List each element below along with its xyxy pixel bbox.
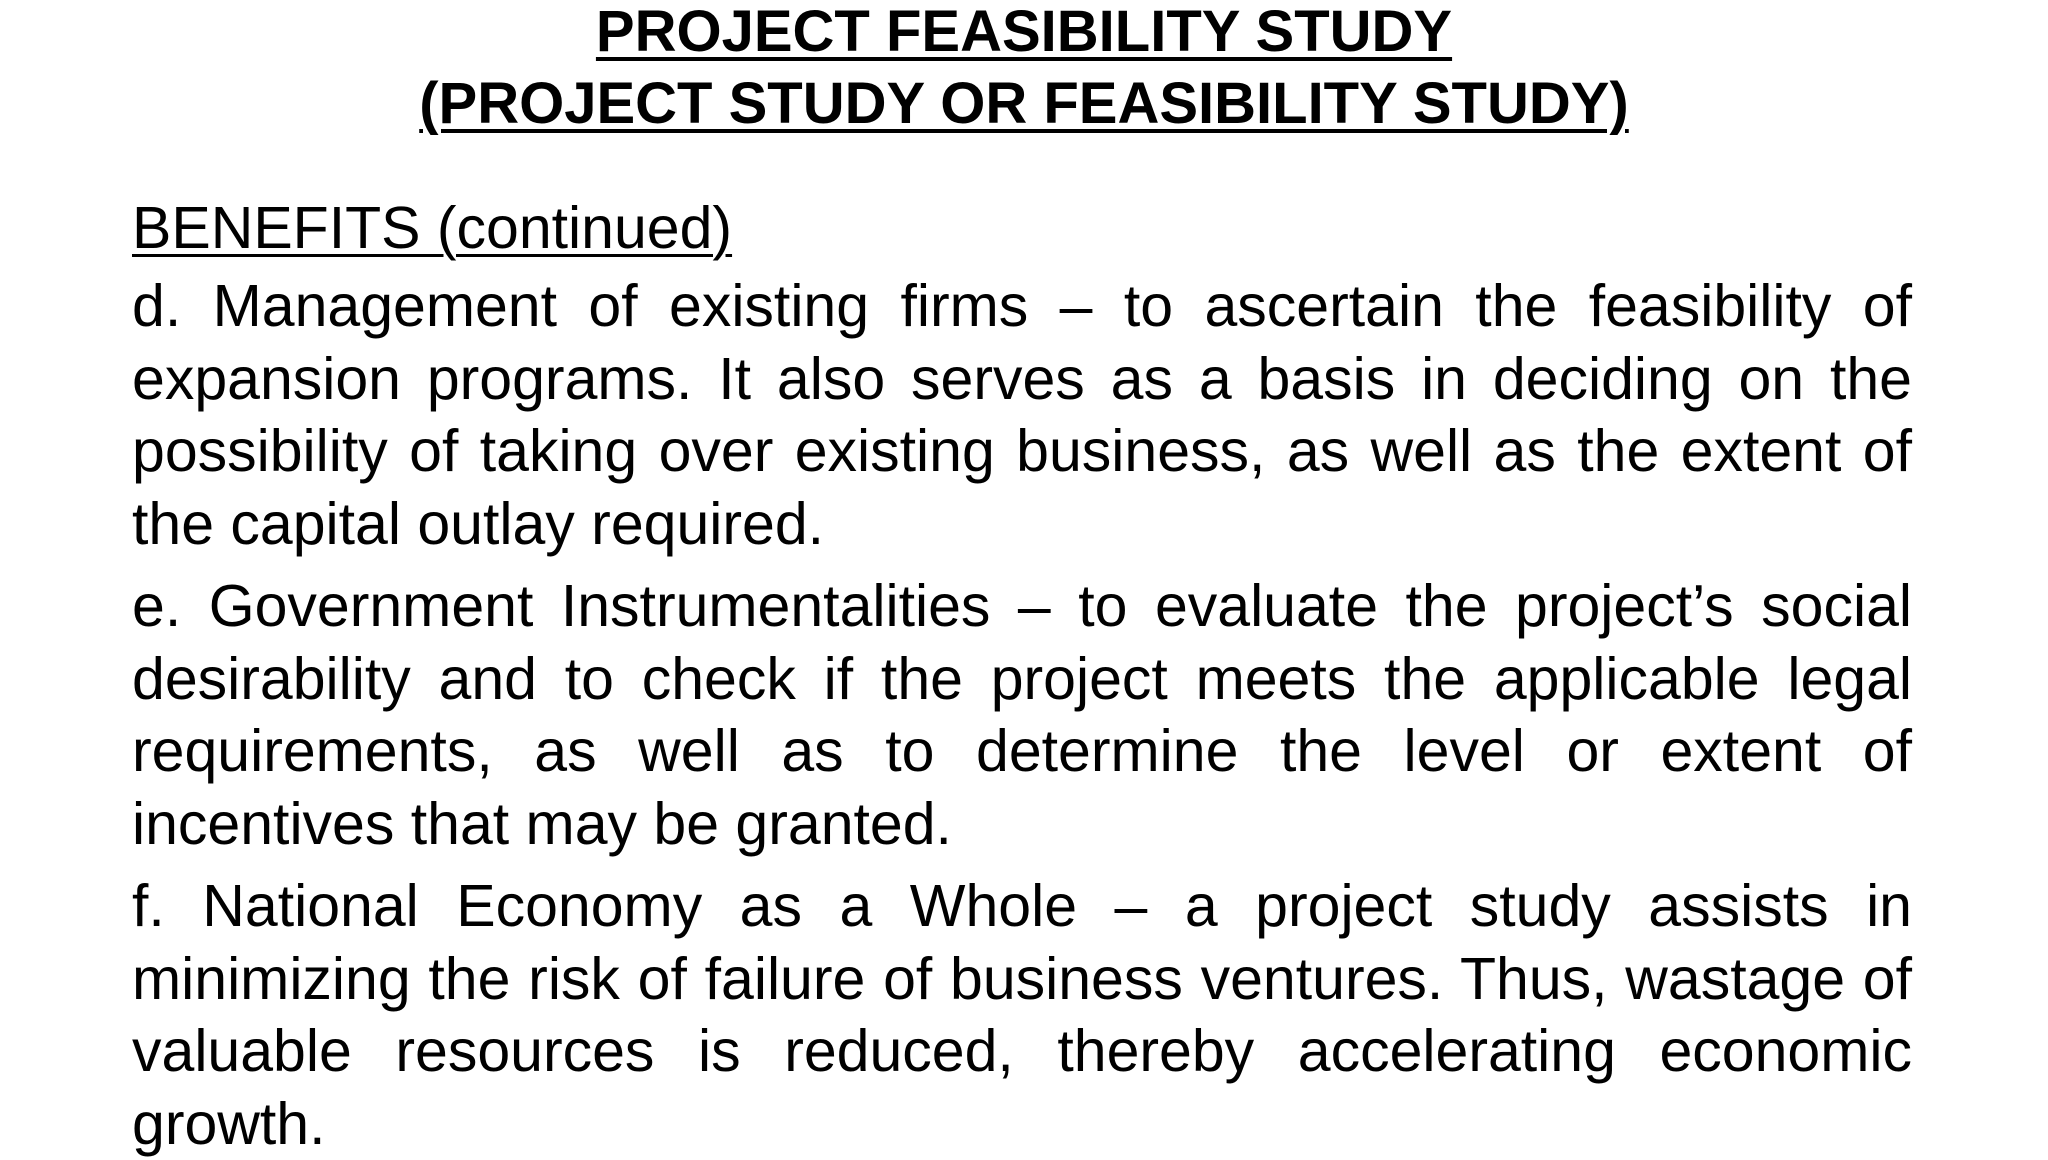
title-line-1: PROJECT FEASIBILITY STUDY: [595, 0, 1453, 64]
benefit-item-d: d. Management of existing firms – to ascertain the feasibility of expansion programs. It also serves as a basis in deciding on the possibility of taking over existing business, as well as the extent of the capital outlay required.: [132, 273, 1912, 557]
title-line-2: (PROJECT STUDY OR FEASIBILITY STUDY): [419, 71, 1629, 136]
slide-body: [132, 192, 1912, 1160]
section-heading: BENEFITS (continued): [132, 195, 733, 261]
benefit-item-e: e. Government Instrumentalities – to evaluate the project’s social desirability and to check if the project meets the applicable legal requirements, as well as to determine the level or extent of incentives that may be granted.: [132, 573, 1912, 857]
benefit-item-f: f. National Economy as a Whole – a project study assists in minimizing the risk of failure of business ventures. Thus, wastage of valuable resources is reduced, thereby accelerating economic growth.: [132, 873, 1912, 1157]
slide-title: [0, 0, 2048, 140]
